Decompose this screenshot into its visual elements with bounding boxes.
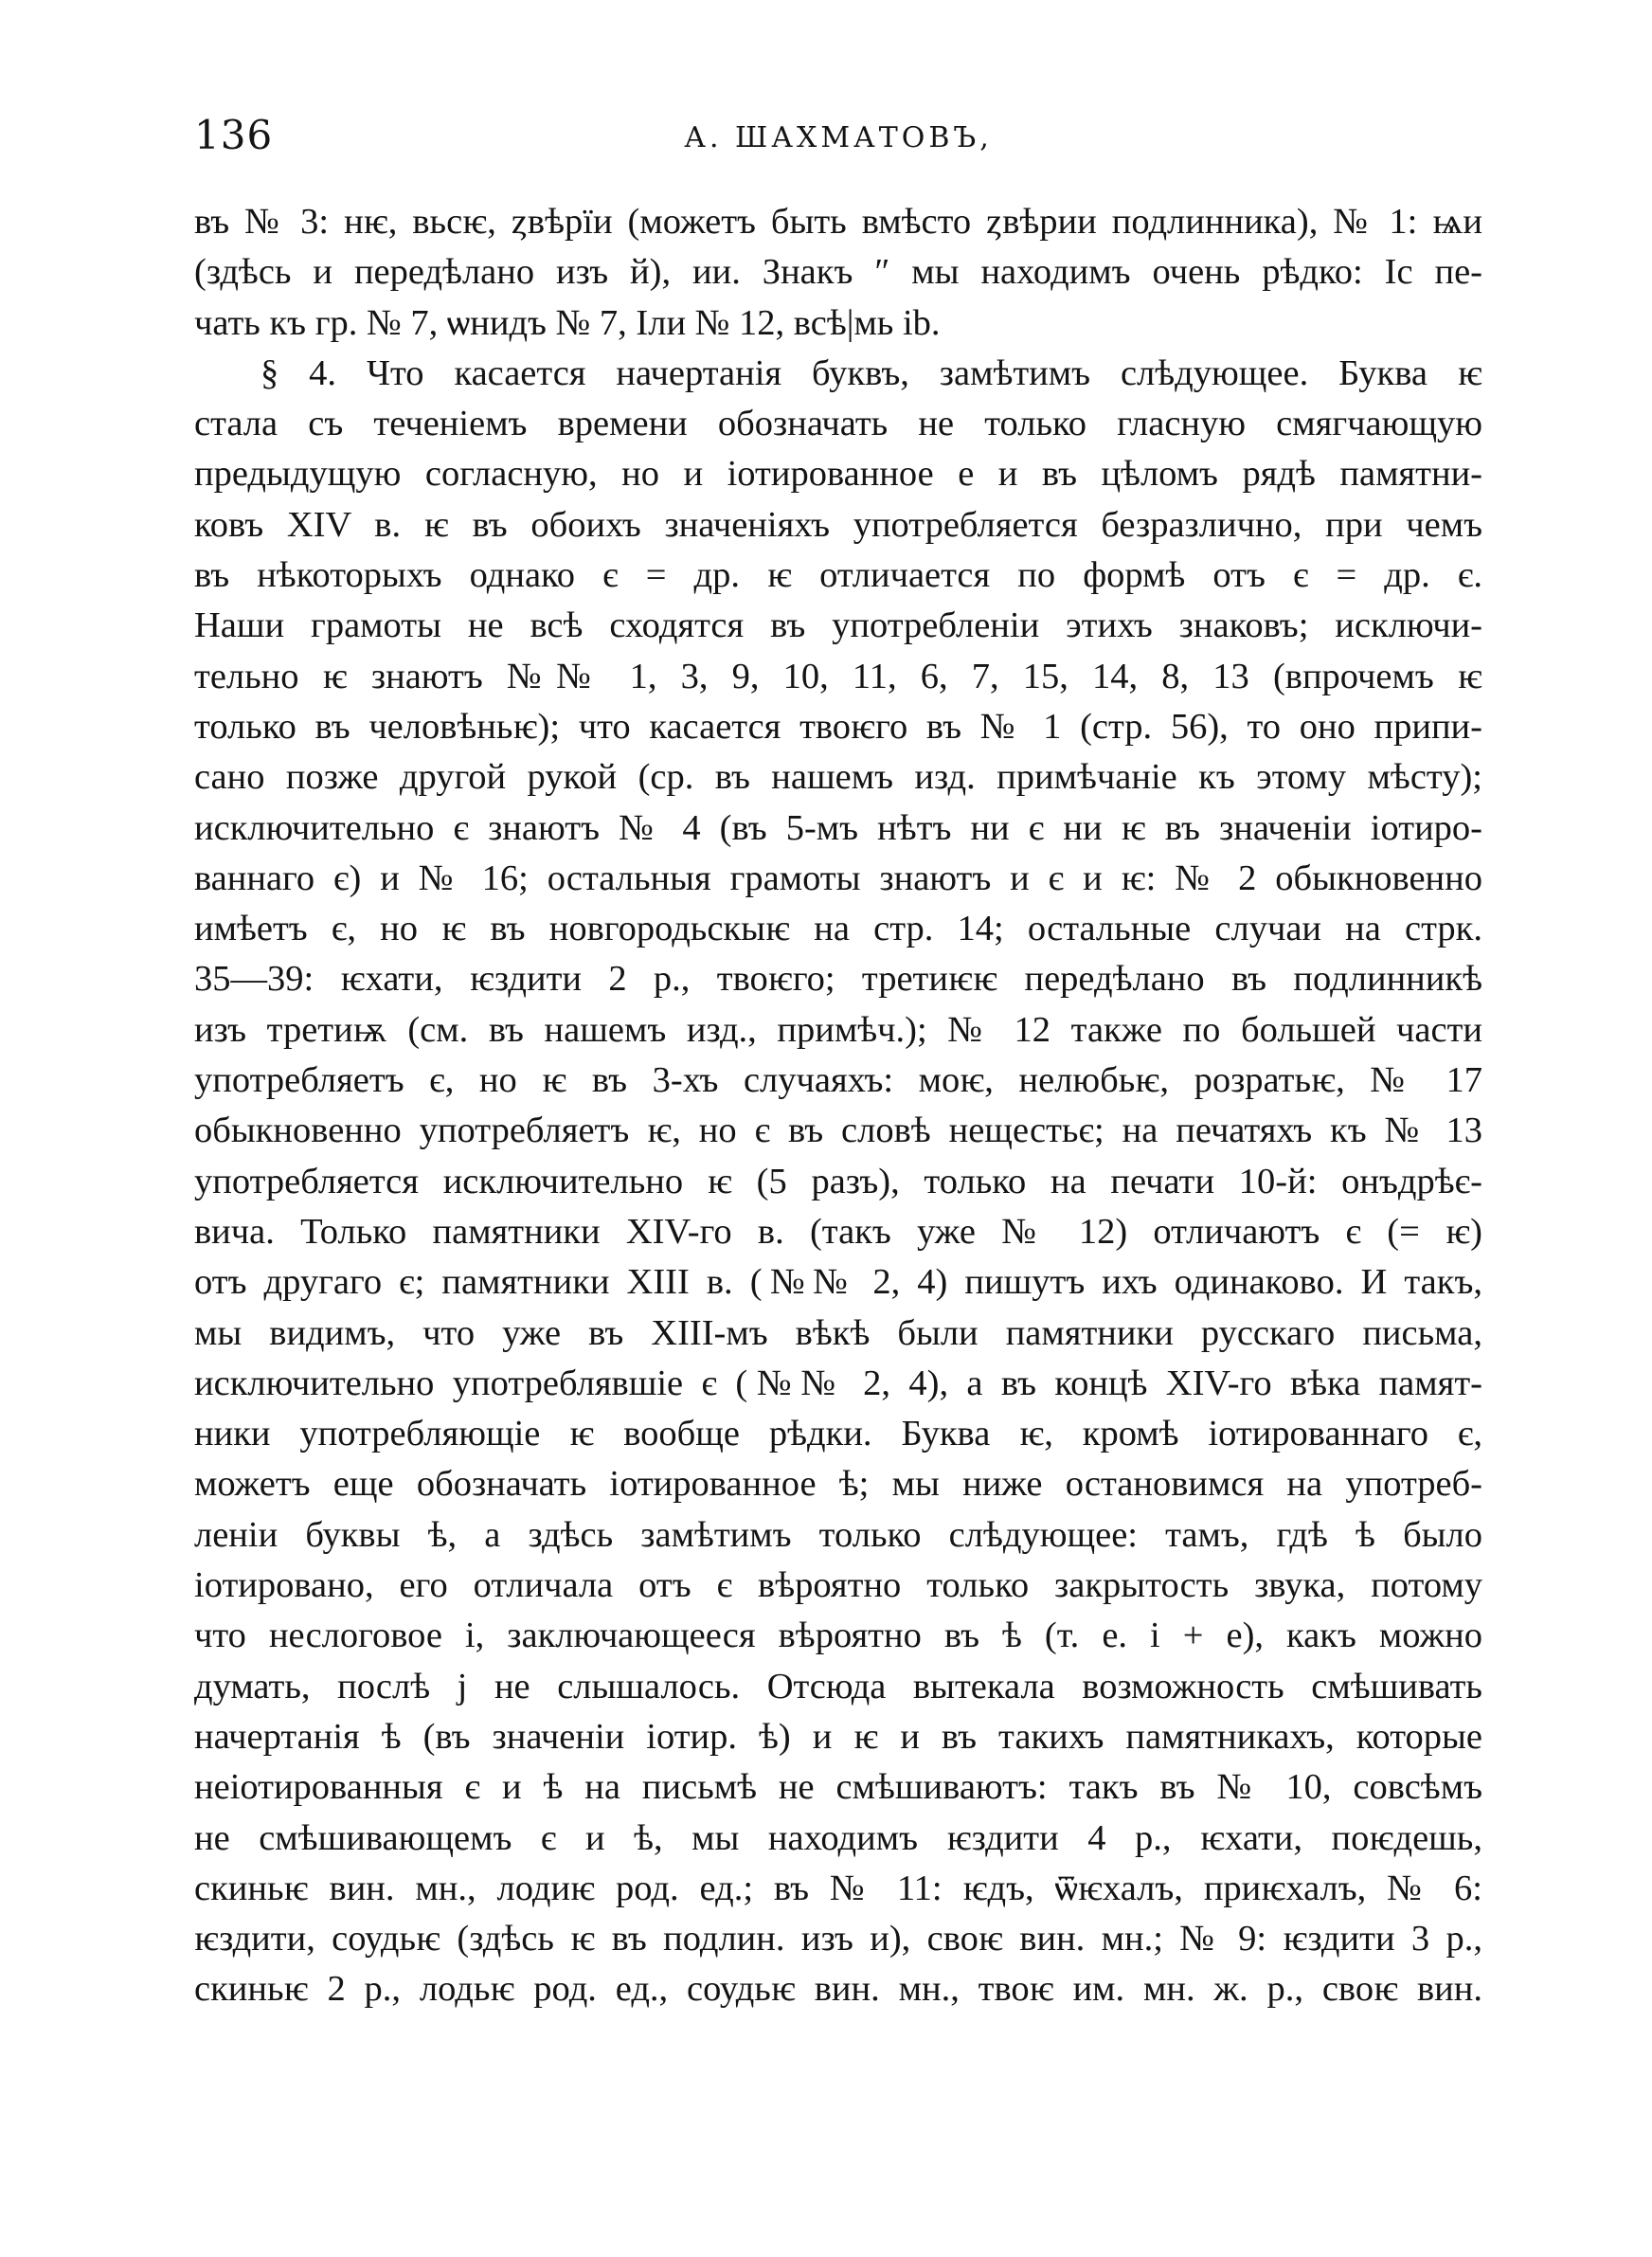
text-line: сано позже другой рукой (ср. въ нашемъ изд. примѣчаніе къ этому мѣсту); — [194, 757, 1482, 798]
running-title: А. ШАХМАТОВЪ, — [684, 121, 993, 154]
text-line: не смѣшивающемъ є и ѣ, мы находимъ ѥздити 4 р., ѥхати, поѥдешь, — [194, 1817, 1482, 1858]
text-line: въ нѣкоторыхъ однако є = др. ѥ отличается по формѣ отъ є = др. є. — [194, 555, 1482, 596]
text-line: іотировано, его отличала отъ є вѣроятно только закрытость звука, потому — [194, 1565, 1482, 1606]
text-line: тельно ѥ знаютъ №№ 1, 3, 9, 10, 11, 6, 7, 15, 14, 8, 13 (впрочемъ ѥ — [194, 656, 1482, 696]
text-line: ваннаго є) и № 16; остальныя грамоты знаютъ и є и ѥ: № 2 обыкновенно — [194, 858, 1482, 898]
page-number: 136 — [194, 112, 274, 158]
text-line: Наши грамоты не всѣ сходятся въ употребленіи этихъ знаковъ; исключи- — [194, 605, 1482, 646]
text-line: думать, послѣ j не слышалось. Отсюда вытекала возможность смѣшивать — [194, 1666, 1482, 1706]
text-line: исключительно употреблявшіе є (№№ 2, 4), а въ концѣ XIV-го вѣка памят- — [194, 1363, 1482, 1403]
text-line: предыдущую согласную, но и іотированное е и въ цѣломъ рядѣ памятни- — [194, 454, 1482, 495]
text-line: можетъ еще обозначать іотированное ѣ; мы ниже остановимся на употреб- — [194, 1464, 1482, 1505]
text-line: ѥздити, соудьѥ (здѣсь ѥ въ подлин. изъ и), своѥ вин. мн.; № 9: ѥздити 3 р., — [194, 1919, 1482, 1959]
text-line: чать къ гр. № 7, ѡнидъ № 7, Ӏли № 12, всѣ|мь ib. — [194, 302, 941, 343]
text-line: вича. Только памятники XIV-го в. (такъ уже № 12) отличаютъ є (= ѥ) — [194, 1211, 1482, 1252]
text-line: употребляетъ є, но ѥ въ 3-хъ случаяхъ: моѥ, нелюбьѥ, розратьѥ, № 17 — [194, 1060, 1482, 1101]
text-line: обыкновенно употребляетъ ѥ, но є въ словѣ нещестьє; на печатяхъ къ № 13 — [194, 1110, 1482, 1151]
text-line: исключительно є знаютъ № 4 (въ 5-мъ нѣтъ ни є ни ѥ въ значеніи іотиро- — [194, 807, 1482, 848]
document-page — [194, 104, 1482, 2015]
text-line: ники употребляющіе ѥ вообще рѣдки. Буква ѥ, кромѣ іотированнаго є, — [194, 1414, 1482, 1454]
text-line: скиньѥ вин. мн., лодиѥ род. ед.; въ № 11: ѥдъ, ѿѥхалъ, приѥхалъ, № 6: — [194, 1868, 1482, 1908]
text-line: отъ другаго є; памятники XIII в. (№№ 2, 4) пишутъ ихъ одинаково. И такъ, — [194, 1262, 1482, 1303]
text-line: 35—39: ѥхати, ѥздити 2 р., твоѥго; третиѥѥ передѣлано въ подлинникѣ — [194, 959, 1482, 1000]
text-line: въ № 3: нѥ, вьсѥ, ȥвѣрїи (можетъ быть вмѣсто ȥвѣрии подлинника), № 1: ѩи — [194, 202, 1482, 242]
section-heading-line: § 4. Что касается начертанія буквъ, замѣтимъ слѣдующее. Буква ѥ — [260, 352, 1482, 393]
text-line: мы видимъ, что уже въ XIII-мъ вѣкѣ были памятники русскаго письма, — [194, 1312, 1482, 1353]
text-line: имѣетъ є, но ѥ въ новгородьскыѥ на стр. 14; остальные случаи на стрк. — [194, 909, 1482, 949]
text-line: начертанія ѣ (въ значеніи іотир. ѣ) и ѥ и въ такихъ памятникахъ, которые — [194, 1716, 1482, 1757]
text-line: изъ третиѭ (см. въ нашемъ изд., примѣч.); № 12 также по большей части — [194, 1009, 1482, 1050]
text-line: употребляется исключительно ѥ (5 разъ), только на печати 10-й: онъдрѣє- — [194, 1161, 1482, 1201]
body-text — [194, 197, 1482, 2015]
text-line: ковъ XIV в. ѥ въ обоихъ значеніяхъ употребляется безразлично, при чемъ — [194, 504, 1482, 545]
text-line: только въ человѣньѥ); что касается твоѥго въ № 1 (стр. 56), то оно припи- — [194, 706, 1482, 747]
text-line: скиньѥ 2 р., лодьѥ род. ед., соудьѥ вин. мн., твоѥ им. мн. ж. р., своѥ вин. — [194, 1969, 1482, 2010]
text-line: что неслоговое і, заключающееся вѣроятно въ ѣ (т. е. і + е), какъ можно — [194, 1616, 1482, 1656]
text-line: (здѣсь и передѣлано изъ й), ии. Знакъ ″ мы находимъ очень рѣдко: Ӏс пе- — [194, 252, 1482, 293]
text-line: стала съ теченіемъ времени обозначать не только гласную смягчающую — [194, 404, 1482, 444]
text-line: неіотированныя є и ѣ на письмѣ не смѣшиваютъ: такъ въ № 10, совсѣмъ — [194, 1767, 1482, 1808]
page-header — [194, 104, 1482, 161]
text-line: леніи буквы ѣ, а здѣсь замѣтимъ только слѣдующее: тамъ, гдѣ ѣ было — [194, 1514, 1482, 1555]
